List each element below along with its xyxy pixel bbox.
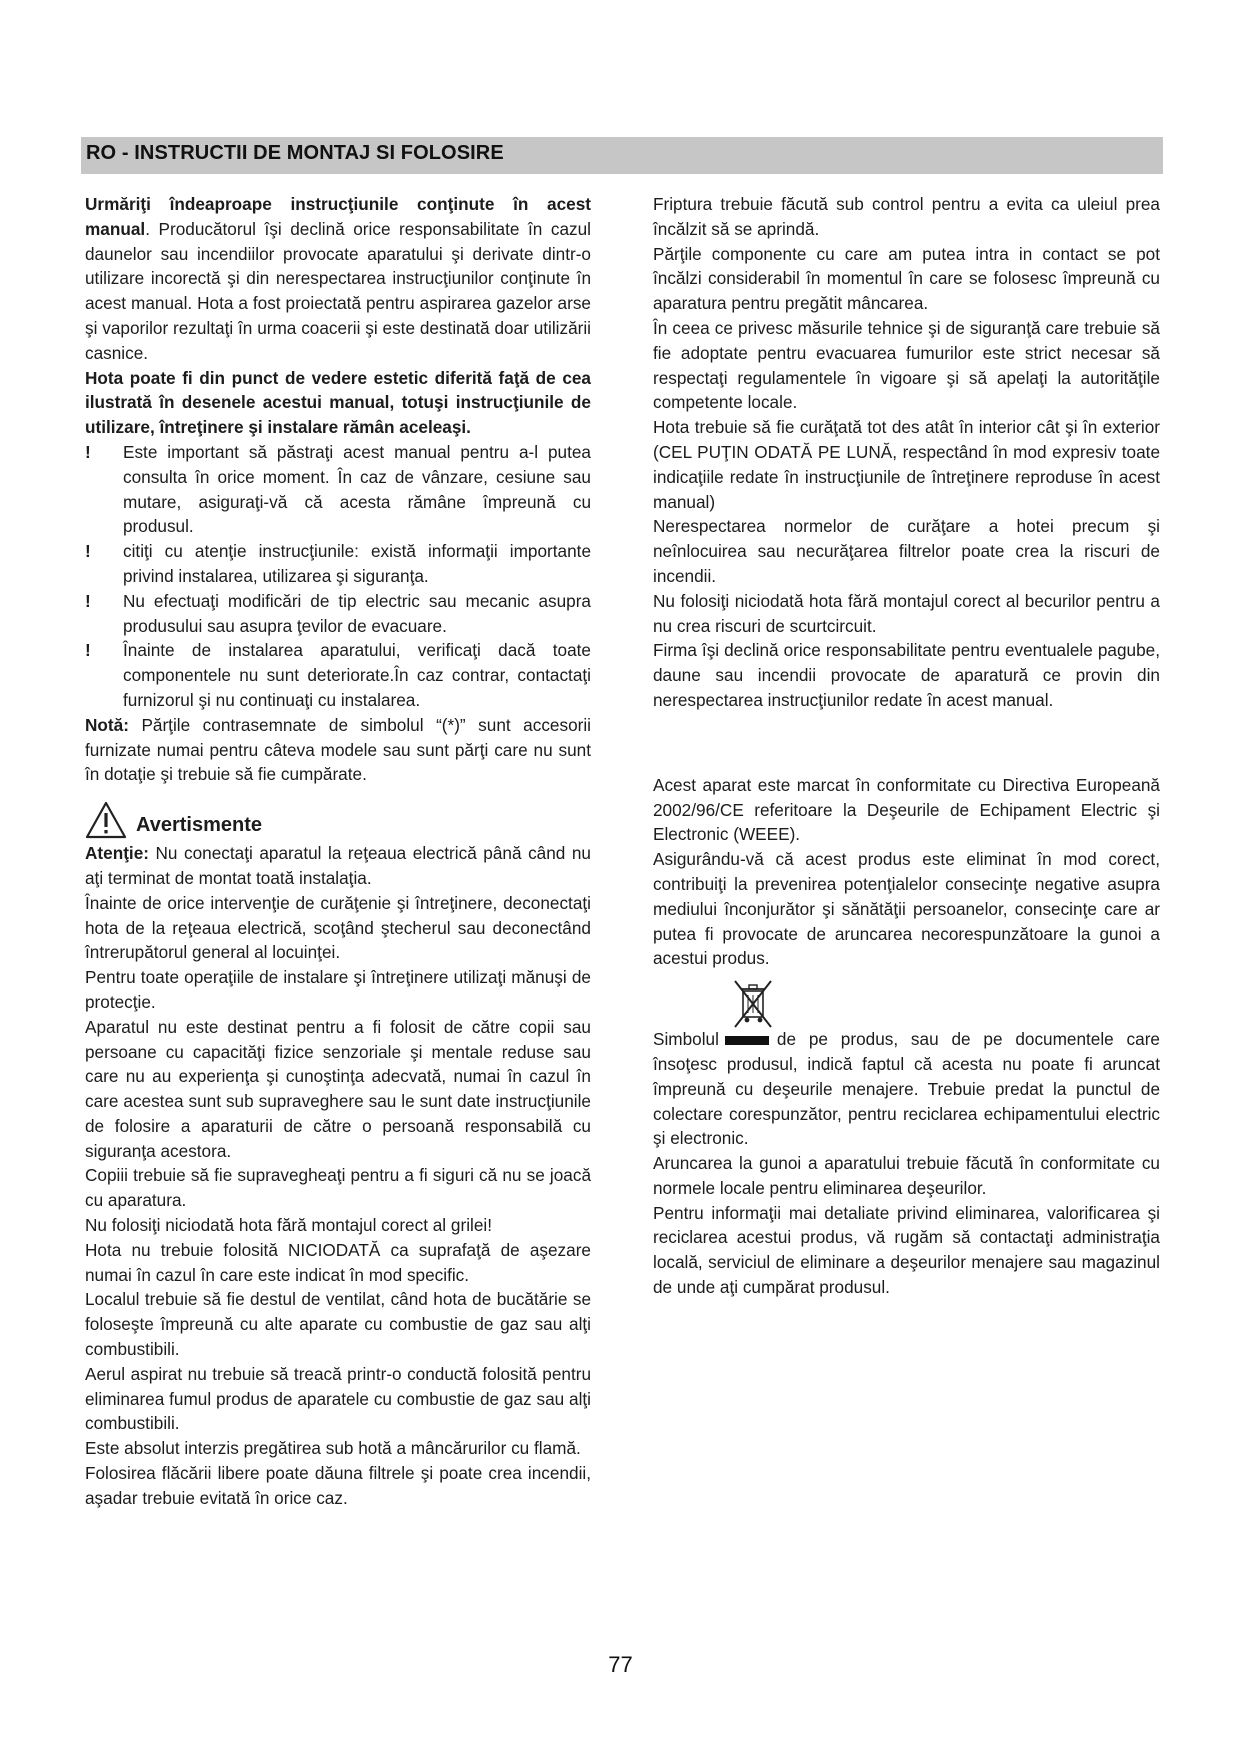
note-text: Părţile contrasemnate de simbolul “(*)” sunt accesorii furnizate numai pentru câteva modele sau sunt părţi care nu sunt în dotaţie şi trebuie să fie cumpărate.: [85, 714, 591, 785]
paragraph: Pentru toate operaţiile de instalare şi întreţinere utilizaţi mănuşi de protecţie.: [85, 967, 591, 1012]
paragraph: Copiii trebuie să fie supravegheaţi pentru a fi siguri că nu se joacă cu aparatura.: [85, 1165, 591, 1211]
paragraph: Nu folosiţi niciodată hota fără montajul corect al grilei!: [85, 1215, 492, 1236]
exclamation-mark: !: [85, 590, 91, 611]
warnings-heading: [85, 799, 591, 841]
note-label: Notă:: [85, 714, 129, 735]
warning-label: Atenţie:: [85, 843, 149, 864]
list-item-text: Nu efectuaţi modificări de tip electric sau mecanic asupra produsului sau asupra ţevilor de evacuare.: [123, 590, 591, 636]
paragraph: Friptura trebuie făcută sub control pentru a evita ca uleiul prea încălzit să se aprindă.: [653, 194, 1160, 239]
paragraph: Părţile componente cu care am putea intra in contact se pot încălzi considerabil în momentul în care se folosesc împreună cu aparatura pentru pregătit mâncarea.: [653, 243, 1160, 314]
symbol-paragraph: [653, 1027, 1160, 1151]
list-item-text: Înainte de instalarea aparatului, verificaţi dacă toate componentele nu sunt deteriorate.În caz contrar, contactaţi furnizorul şi nu continuaţi cu instalarea.: [123, 640, 591, 710]
list-item: [85, 589, 591, 639]
paragraph: Nerespectarea normelor de curăţare a hotei precum şi neînlocuirea sau necurăţarea filtrelor poate crea la riscuri de incendii.: [653, 516, 1160, 586]
design-note: Hota poate fi din punct de vedere estetic diferită faţă de cea ilustrată în desenele acestui manual, totuşi instrucţiunile de utilizare, întreţinere şi instalare rămân aceleaşi.: [85, 367, 591, 438]
warnings-title: Avertismente: [136, 814, 262, 837]
warning-paragraph: [85, 841, 591, 891]
section-title: RO - INSTRUCTII DE MONTAJ SI FOLOSIRE: [86, 142, 504, 164]
paragraph: Pentru informaţii mai detaliate privind eliminarea, valorificarea şi reciclarea acestui produs, vă rugăm să contactaţi administraţia locală, serviciul de eliminare a deşeurilor menajere sau magazinul de unde aţi cumpărat produsul.: [653, 1202, 1160, 1298]
page-number: 77: [608, 1652, 633, 1677]
paragraph: Aparatul nu este destinat pentru a fi folosit de către copii sau persoane cu capacităţi fizice senzoriale şi mentale reduse sau care nu au experienţa şi cunoştinţa adecvată, numai în cazul în care acestea sunt sub supraveghere sau le sunt date instrucţiunile de folosire a aparaturii de către o persoană responsabilă cu siguranţa acestora.: [85, 1016, 591, 1161]
weee-paragraph: Asigurându-vă că acest produs este eliminat în mod corect, contribuiţi la prevenirea potenţialelor consecinţe negative asupra mediului înconjurător şi sănătăţii persoanelor, consecinţe care ar putea fi provocate de aruncarea necorespunzătoare la gunoi a acestui produs.: [653, 849, 1160, 969]
paragraph: Folosirea flăcării libere poate dăuna filtrele şi poate crea incendii, aşadar trebuie evitată în orice caz.: [85, 1463, 591, 1508]
warning-triangle-icon: [85, 801, 127, 839]
paragraph: Hota nu trebuie folosită NICIODATĂ ca suprafaţă de aşezare numai în cazul în care este indicat în mod specific.: [85, 1239, 591, 1285]
paragraph: Aerul aspirat nu trebuie să treacă printr-o conductă folosită pentru eliminarea fumul produs de aparatele cu combustie de gaz sau alţi combustibili.: [85, 1363, 591, 1434]
paragraph: Înainte de orice intervenţie de curăţenie şi întreţinere, deconectaţi hota de la reţeaua electrică, scoţând ştecherul sau deconectând întrerupătorul general al locuinţei.: [85, 892, 591, 963]
crossed-bin-icon: [733, 977, 773, 1033]
paragraph: În ceea ce privesc măsurile tehnice şi de siguranţă care trebuie să fie adoptate pentru evacuarea fumurilor este strict necesar să respectaţi regulamentele în vigoare şi să apelaţi la autorităţile competente locale.: [653, 317, 1160, 413]
paragraph: Hota trebuie să fie curăţată tot des atât în interior cât şi în exterior (CEL PUŢIN ODATĂ PE LUNĂ, respectând în mod expresiv toate indicaţiile redate în instrucţiunile de întreţinere reproduse în acest manual): [653, 417, 1160, 512]
list-item: [85, 539, 591, 589]
paragraph: Firma îşi declină orice responsabilitate pentru eventualele pagube, daune sau incendii provocate de aparatură ce provin din nerespectarea instrucţiunilor redate în acest manual.: [653, 640, 1160, 710]
paragraph: Este absolut interzis pregătirea sub hotă a mâncărurilor cu flamă.: [85, 1438, 581, 1459]
warning-text: Nu conectaţi aparatul la reţeaua electrică până când nu aţi terminat de montat toată instalaţia.: [85, 843, 591, 888]
symbol-text: de pe produs, sau de pe documentele care însoţesc produsul, indică faptul că acesta nu poate fi aruncat împreună cu deşeurile menajere. Trebuie predat la punctul de colectare corespunzător, pentru reciclarea echipamentului electric şi electronic.: [653, 1029, 1160, 1149]
list-item-text: Este important să păstraţi acest manual pentru a-l putea consulta în orice moment. În caz de vânzare, cesiune sau mutare, asiguraţi-vă că acesta rămâne împreună cu produsul.: [123, 441, 591, 537]
right-column: [653, 192, 1160, 1300]
paragraph: Localul trebuie să fie destul de ventilat, când hota de bucătărie se foloseşte împreună cu alte aparate cu combustie de gaz sau alţi combustibili.: [85, 1289, 591, 1360]
intro-bold: Urmăriţi îndeaproape instrucţiunile conţinute în acest manual: [85, 194, 591, 239]
symbol-label: Simbolul: [653, 1029, 719, 1050]
left-column: [85, 192, 591, 1511]
intro-paragraph: [85, 192, 591, 366]
symbol-bar-icon: [725, 1036, 769, 1045]
exclamation-mark: !: [85, 640, 91, 661]
exclamation-mark: !: [85, 441, 91, 462]
list-item: [85, 440, 591, 539]
spacer: [653, 713, 1160, 773]
list-item: [85, 638, 591, 712]
weee-paragraph: Acest aparat este marcat în conformitate cu Directiva Europeană 2002/96/CE referitoare la Deşeurile de Echipament Electric şi Electronic (WEEE).: [653, 774, 1160, 845]
paragraph: Nu folosiţi niciodată hota fără montajul corect al becurilor pentru a nu crea riscuri de scurtcircuit.: [653, 590, 1160, 636]
list-item-text: citiţi cu atenţie instrucţiunile: există informaţii importante privind instalarea, utilizarea şi siguranţa.: [123, 541, 591, 586]
intro-text: . Producătorul îşi declină orice responsabilitate în cazul daunelor sau incendiilor provocate aparatului şi derivate dintr-o utilizare incorectă şi din nerespectarea instrucţiunilor conţinute în acest manual. Hota a fost proiectată pentru aspirarea gazelor arse şi vaporilor rezultaţi în urma coacerii şi este destinată doar utilizării casnice.: [85, 218, 591, 363]
exclamation-mark: !: [85, 541, 91, 562]
note-paragraph: [85, 713, 591, 787]
paragraph: Aruncarea la gunoi a aparatului trebuie făcută în conformitate cu normele locale pentru eliminarea deşeurilor.: [653, 1153, 1160, 1198]
